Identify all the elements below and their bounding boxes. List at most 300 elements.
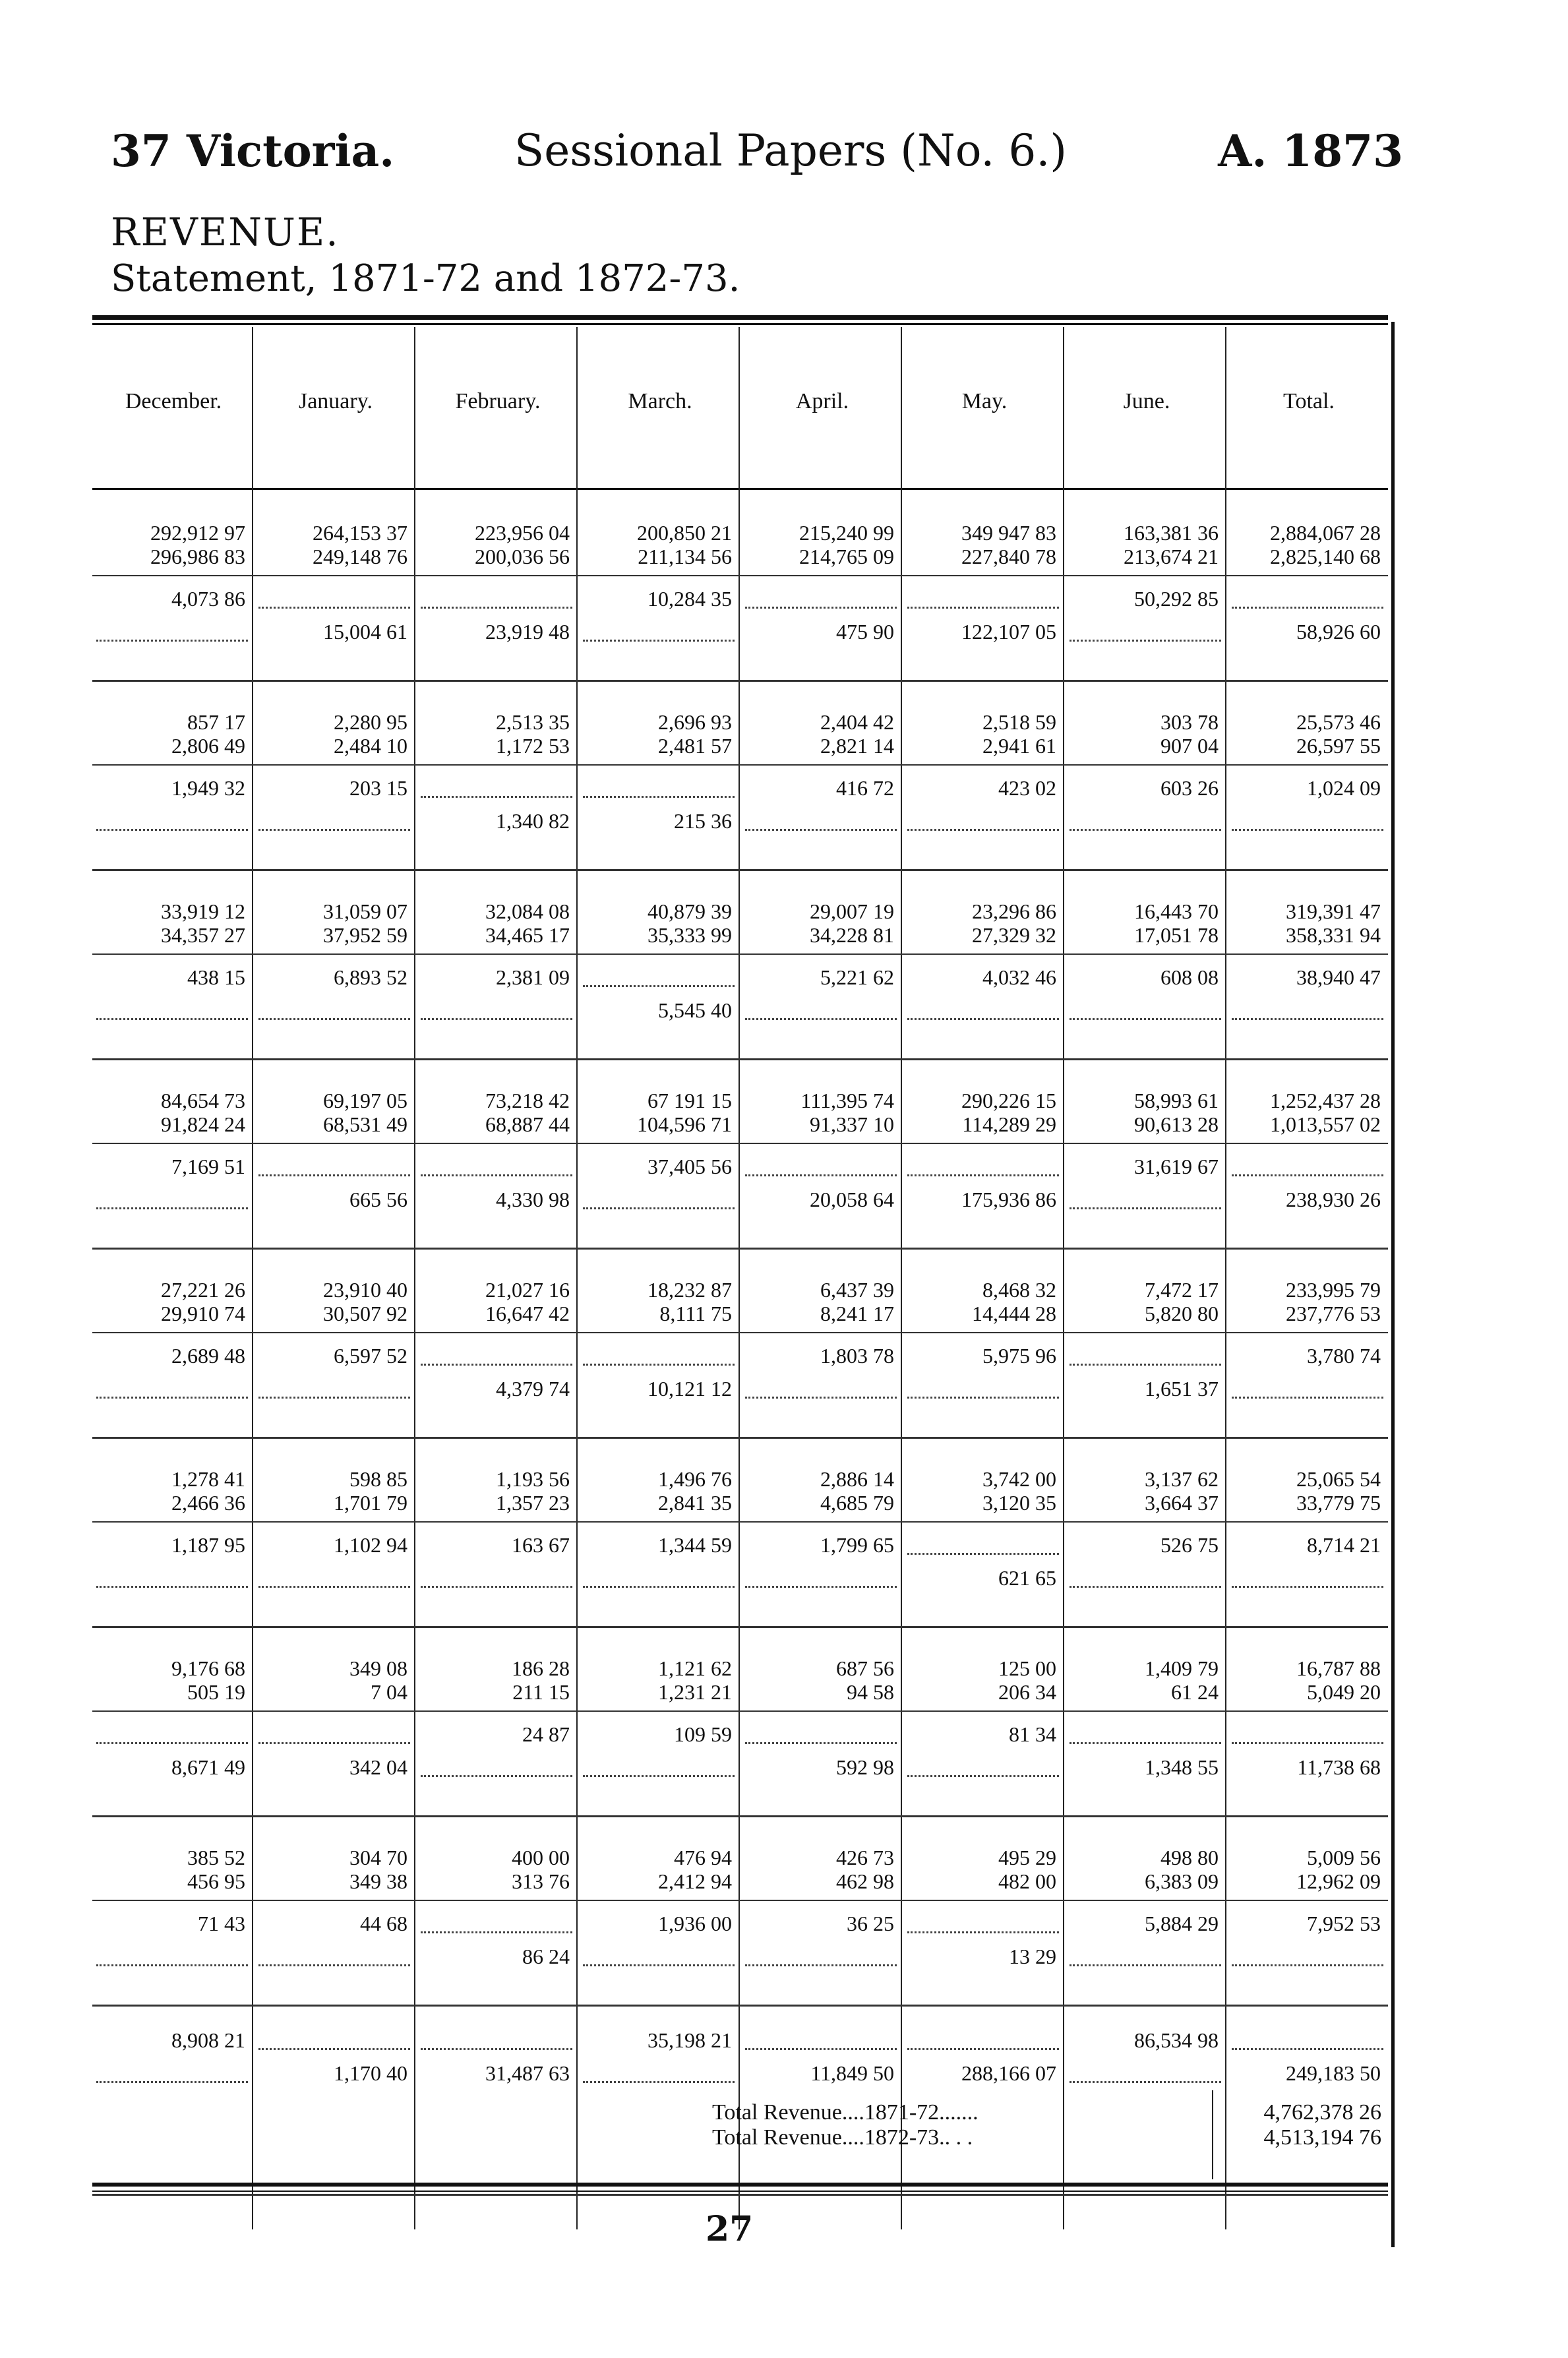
value-cell-february: 21,027 16 <box>485 1278 570 1302</box>
dotted-leader <box>745 2047 897 2050</box>
decrease-cell-total: 238,930 26 <box>1286 1188 1381 1211</box>
increase-cell-december: 7,169 51 <box>171 1155 245 1178</box>
decrease-cell-april: 20,058 64 <box>810 1188 894 1211</box>
increase-cell-may: 423 02 <box>998 776 1056 800</box>
row-rule <box>92 575 1388 576</box>
decrease-cell-april: 592 98 <box>836 1755 894 1779</box>
table-top-rule <box>92 315 1388 320</box>
value-cell-april: 91,337 10 <box>810 1112 894 1136</box>
value-cell-may: 482 00 <box>998 1869 1056 1893</box>
decrease-cell-may: 122,107 05 <box>961 620 1056 644</box>
increase-cell-total: 8,714 21 <box>1307 1533 1381 1557</box>
value-cell-february: 2,513 35 <box>496 710 570 734</box>
value-cell-february: 16,647 42 <box>485 1302 570 1325</box>
col-header-december: December. <box>125 389 222 413</box>
block-rule <box>92 2194 1388 2196</box>
value-cell-january: 2,484 10 <box>334 734 407 758</box>
decrease-cell-march: 10,121 12 <box>648 1377 732 1401</box>
decrease-cell-february: 86 24 <box>522 1945 570 1968</box>
dotted-leader <box>1070 1362 1221 1366</box>
value-cell-march: 2,696 93 <box>658 710 732 734</box>
increase-cell-march: 1,936 00 <box>658 1912 732 1935</box>
dotted-leader <box>258 1741 410 1744</box>
dotted-leader <box>258 605 410 609</box>
increase-cell-december: 8,908 21 <box>171 2028 245 2052</box>
increase-cell-april: 36 25 <box>847 1912 894 1935</box>
dotted-leader <box>258 1173 410 1176</box>
decrease-cell-january: 15,004 61 <box>323 620 407 644</box>
dotted-leader <box>258 1395 410 1399</box>
value-cell-march: 2,481 57 <box>658 734 732 758</box>
dotted-leader <box>1070 638 1221 642</box>
decrease-cell-january: 665 56 <box>349 1188 407 1211</box>
increase-cell-april: 5,221 62 <box>820 965 894 989</box>
revenue-block <box>92 1819 1388 2009</box>
value-cell-february: 1,193 56 <box>496 1467 570 1491</box>
value-cell-december: 385 52 <box>187 1846 245 1869</box>
value-cell-april: 8,241 17 <box>820 1302 894 1325</box>
increase-cell-total: 38,940 47 <box>1296 965 1381 989</box>
value-cell-total: 16,787 88 <box>1296 1656 1381 1680</box>
col-header-january: January. <box>298 389 373 413</box>
value-cell-april: 687 56 <box>836 1656 894 1680</box>
revenue-block <box>92 495 1388 684</box>
value-cell-april: 29,007 19 <box>810 899 894 923</box>
value-cell-may: 3,742 00 <box>982 1467 1056 1491</box>
dotted-leader <box>421 1362 572 1366</box>
increase-cell-total: 3,780 74 <box>1307 1344 1381 1368</box>
dotted-leader <box>421 2047 572 2050</box>
total-revenue-1872-73-value: 4,513,194 76 <box>1263 2125 1381 2150</box>
dotted-leader <box>96 1017 248 1020</box>
increase-cell-june: 603 26 <box>1161 776 1219 800</box>
col-header-april: April. <box>795 389 849 413</box>
value-cell-february: 211 15 <box>512 1680 570 1704</box>
block-rule <box>92 1626 1388 1628</box>
value-cell-may: 23,296 86 <box>972 899 1056 923</box>
value-cell-january: 349 38 <box>349 1869 407 1893</box>
decrease-cell-december: 8,671 49 <box>171 1755 245 1779</box>
dotted-leader <box>583 1206 735 1209</box>
dotted-leader <box>907 1173 1059 1176</box>
value-cell-june: 16,443 70 <box>1134 899 1219 923</box>
dotted-leader <box>907 1017 1059 1020</box>
header-rule <box>92 488 1388 490</box>
col-header-total: Total. <box>1283 389 1335 413</box>
value-cell-june: 163,381 36 <box>1124 521 1219 545</box>
increase-cell-april: 416 72 <box>836 776 894 800</box>
value-cell-may: 114,289 29 <box>962 1112 1056 1136</box>
dotted-leader <box>907 2047 1059 2050</box>
value-cell-june: 90,613 28 <box>1134 1112 1219 1136</box>
col-header-february: February. <box>455 389 541 413</box>
increase-cell-june: 608 08 <box>1161 965 1219 989</box>
total-revenue-1872-73-label: Total Revenue....1872-73.. . . <box>712 2125 973 2150</box>
value-cell-june: 61 24 <box>1171 1680 1219 1704</box>
column-headers <box>92 389 1388 481</box>
value-cell-june: 213,674 21 <box>1124 545 1219 568</box>
value-cell-may: 349 947 83 <box>961 521 1056 545</box>
dotted-leader <box>421 1173 572 1176</box>
value-cell-december: 9,176 68 <box>171 1656 245 1680</box>
dotted-leader <box>1070 1963 1221 1966</box>
value-cell-december: 2,466 36 <box>171 1491 245 1515</box>
col-header-june: June. <box>1123 389 1170 413</box>
increase-cell-total: 7,952 53 <box>1307 1912 1381 1935</box>
value-cell-may: 290,226 15 <box>961 1089 1056 1112</box>
increase-cell-may: 5,975 96 <box>982 1344 1056 1368</box>
value-cell-march: 35,333 99 <box>648 923 732 947</box>
value-cell-total: 1,252,437 28 <box>1270 1089 1381 1112</box>
value-cell-february: 73,218 42 <box>485 1089 570 1112</box>
increase-cell-total: 1,024 09 <box>1307 776 1381 800</box>
dotted-leader <box>96 1963 248 1966</box>
dotted-leader <box>745 1963 897 1966</box>
value-cell-january: 264,153 37 <box>313 521 407 545</box>
dotted-leader <box>1070 1017 1221 1020</box>
revenue-block <box>92 1062 1388 1252</box>
increase-cell-june: 5,884 29 <box>1145 1912 1219 1935</box>
row-rule <box>92 953 1388 955</box>
header-year: A. 1873 <box>1218 125 1403 177</box>
increase-cell-june: 50,292 85 <box>1134 587 1219 611</box>
value-cell-total: 25,065 54 <box>1296 1467 1381 1491</box>
value-cell-april: 214,765 09 <box>799 545 894 568</box>
dotted-leader <box>1070 1741 1221 1744</box>
value-cell-may: 14,444 28 <box>972 1302 1056 1325</box>
value-cell-march: 104,596 71 <box>637 1112 732 1136</box>
increase-cell-january: 1,102 94 <box>334 1533 407 1557</box>
value-cell-total: 358,331 94 <box>1286 923 1381 947</box>
value-cell-march: 2,412 94 <box>658 1869 732 1893</box>
block-rule <box>92 1815 1388 1817</box>
value-cell-total: 1,013,557 02 <box>1270 1112 1381 1136</box>
dotted-leader <box>96 2080 248 2083</box>
bottom-rule-thin <box>92 2191 1388 2192</box>
col-header-may: May. <box>961 389 1008 413</box>
dotted-leader <box>907 1395 1059 1399</box>
value-cell-december: 33,919 12 <box>161 899 245 923</box>
value-cell-december: 2,806 49 <box>171 734 245 758</box>
table-top-rule-thin <box>92 323 1388 325</box>
value-cell-june: 498 80 <box>1161 1846 1219 1869</box>
value-cell-february: 186 28 <box>512 1656 570 1680</box>
dotted-leader <box>1232 605 1383 609</box>
decrease-cell-april: 475 90 <box>836 620 894 644</box>
dotted-leader <box>745 1585 897 1588</box>
block-rule <box>92 1058 1388 1060</box>
value-cell-february: 400 00 <box>512 1846 570 1869</box>
value-cell-february: 1,357 23 <box>496 1491 570 1515</box>
value-cell-june: 907 04 <box>1161 734 1219 758</box>
increase-cell-march: 10,284 35 <box>648 587 732 611</box>
total-revenue-1871-72-label: Total Revenue....1871-72....... <box>712 2100 979 2125</box>
value-cell-april: 2,821 14 <box>820 734 894 758</box>
decrease-cell-may: 13 29 <box>1009 1945 1056 1968</box>
value-cell-march: 476 94 <box>674 1846 732 1869</box>
revenue-block <box>92 1441 1388 1630</box>
value-cell-march: 200,850 21 <box>637 521 732 545</box>
value-cell-april: 426 73 <box>836 1846 894 1869</box>
dotted-leader <box>583 2080 735 2083</box>
totals-separator <box>1212 2090 1213 2179</box>
value-cell-april: 6,437 39 <box>820 1278 894 1302</box>
decrease-cell-april: 11,849 50 <box>810 2061 894 2085</box>
dotted-leader <box>745 1395 897 1399</box>
totals-values <box>1223 2100 1381 2150</box>
row-rule <box>92 764 1388 766</box>
value-cell-march: 1,121 62 <box>658 1656 732 1680</box>
row-rule <box>92 1900 1388 1901</box>
increase-cell-march: 35,198 21 <box>648 2028 732 2052</box>
value-cell-total: 319,391 47 <box>1286 899 1381 923</box>
value-cell-april: 4,685 79 <box>820 1491 894 1515</box>
dotted-leader <box>583 638 735 642</box>
decrease-cell-may: 621 65 <box>998 1566 1056 1590</box>
value-cell-total: 26,597 55 <box>1296 734 1381 758</box>
value-cell-march: 67 191 15 <box>648 1089 732 1112</box>
value-cell-december: 34,357 27 <box>161 923 245 947</box>
dotted-leader <box>421 1585 572 1588</box>
section-subtitle: Statement, 1871-72 and 1872-73. <box>111 257 740 300</box>
increase-cell-december: 1,187 95 <box>171 1533 245 1557</box>
decrease-cell-february: 31,487 63 <box>485 2061 570 2085</box>
increase-cell-march: 109 59 <box>674 1722 732 1746</box>
value-cell-january: 304 70 <box>349 1846 407 1869</box>
increase-cell-december: 2,689 48 <box>171 1344 245 1368</box>
value-cell-june: 58,993 61 <box>1134 1089 1219 1112</box>
value-cell-december: 292,912 97 <box>150 521 245 545</box>
increase-cell-may: 81 34 <box>1009 1722 1056 1746</box>
block-rule <box>92 1248 1388 1250</box>
block-rule <box>92 1437 1388 1439</box>
dotted-leader <box>96 1585 248 1588</box>
dotted-leader <box>1232 828 1383 831</box>
value-cell-may: 2,518 59 <box>982 710 1056 734</box>
value-cell-february: 223,956 04 <box>475 521 570 545</box>
value-cell-may: 2,941 61 <box>982 734 1056 758</box>
decrease-cell-total: 58,926 60 <box>1296 620 1381 644</box>
dotted-leader <box>1232 1963 1383 1966</box>
decrease-cell-march: 5,545 40 <box>658 998 732 1022</box>
value-cell-december: 456 95 <box>187 1869 245 1893</box>
value-cell-january: 31,059 07 <box>323 899 407 923</box>
block-rule <box>92 869 1388 871</box>
value-cell-february: 313 76 <box>512 1869 570 1893</box>
value-cell-june: 17,051 78 <box>1134 923 1219 947</box>
value-cell-june: 3,137 62 <box>1145 1467 1219 1491</box>
dotted-leader <box>421 1017 572 1020</box>
table-right-border <box>1391 322 1395 2247</box>
value-cell-april: 2,886 14 <box>820 1467 894 1491</box>
dotted-leader <box>583 1963 735 1966</box>
dotted-leader <box>907 1552 1059 1555</box>
value-cell-march: 40,879 39 <box>648 899 732 923</box>
increase-cell-march: 1,344 59 <box>658 1533 732 1557</box>
value-cell-total: 25,573 46 <box>1296 710 1381 734</box>
dotted-leader <box>96 1395 248 1399</box>
value-cell-total: 33,779 75 <box>1296 1491 1381 1515</box>
value-cell-january: 2,280 95 <box>334 710 407 734</box>
dotted-leader <box>745 1017 897 1020</box>
revenue-block <box>92 684 1388 873</box>
value-cell-may: 3,120 35 <box>982 1491 1056 1515</box>
decrease-cell-june: 1,651 37 <box>1145 1377 1219 1401</box>
dotted-leader <box>421 1774 572 1777</box>
value-cell-april: 2,404 42 <box>820 710 894 734</box>
dotted-leader <box>907 1774 1059 1777</box>
value-cell-total: 2,825,140 68 <box>1270 545 1381 568</box>
page-number: 27 <box>706 2209 754 2249</box>
col-header-march: March. <box>628 389 692 413</box>
dotted-leader <box>1232 1395 1383 1399</box>
dotted-leader <box>907 828 1059 831</box>
value-cell-march: 1,231 21 <box>658 1680 732 1704</box>
section-title: REVENUE. <box>111 210 340 255</box>
dotted-leader <box>745 1741 897 1744</box>
value-cell-june: 1,409 79 <box>1145 1656 1219 1680</box>
value-cell-may: 8,468 32 <box>982 1278 1056 1302</box>
dotted-leader <box>1070 828 1221 831</box>
dotted-leader <box>745 605 897 609</box>
increase-cell-december: 71 43 <box>198 1912 245 1935</box>
decrease-cell-february: 23,919 48 <box>485 620 570 644</box>
increase-cell-december: 438 15 <box>187 965 245 989</box>
dotted-leader <box>258 1585 410 1588</box>
value-cell-january: 598 85 <box>349 1467 407 1491</box>
dotted-leader <box>583 984 735 987</box>
value-cell-total: 12,962 09 <box>1296 1869 1381 1893</box>
value-cell-total: 5,009 56 <box>1307 1846 1381 1869</box>
value-cell-january: 30,507 92 <box>323 1302 407 1325</box>
dotted-leader <box>1232 1741 1383 1744</box>
value-cell-may: 27,329 32 <box>972 923 1056 947</box>
value-cell-total: 237,776 53 <box>1286 1302 1381 1325</box>
totals-labels <box>712 2100 979 2150</box>
value-cell-may: 206 34 <box>998 1680 1056 1704</box>
decrease-cell-may: 175,936 86 <box>961 1188 1056 1211</box>
dotted-leader <box>1232 1017 1383 1020</box>
dotted-leader <box>745 828 897 831</box>
dotted-leader <box>258 828 410 831</box>
value-cell-may: 125 00 <box>998 1656 1056 1680</box>
dotted-leader <box>1070 2080 1221 2083</box>
increase-cell-january: 6,597 52 <box>334 1344 407 1368</box>
revenue-block <box>92 873 1388 1062</box>
increase-cell-april: 1,799 65 <box>820 1533 894 1557</box>
value-cell-march: 8,111 75 <box>659 1302 732 1325</box>
dotted-leader <box>96 638 248 642</box>
dotted-leader <box>907 605 1059 609</box>
value-cell-april: 462 98 <box>836 1869 894 1893</box>
value-cell-december: 1,278 41 <box>171 1467 245 1491</box>
value-cell-total: 233,995 79 <box>1286 1278 1381 1302</box>
increase-cell-march: 37,405 56 <box>648 1155 732 1178</box>
value-cell-april: 94 58 <box>847 1680 894 1704</box>
value-cell-december: 27,221 26 <box>161 1278 245 1302</box>
increase-cell-june: 86,534 98 <box>1134 2028 1219 2052</box>
dotted-leader <box>907 1930 1059 1933</box>
dotted-leader <box>258 1017 410 1020</box>
block-rule <box>92 2005 1388 2007</box>
value-cell-february: 200,036 56 <box>475 545 570 568</box>
decrease-cell-february: 1,340 82 <box>496 809 570 833</box>
increase-cell-january: 6,893 52 <box>334 965 407 989</box>
decrease-cell-june: 1,348 55 <box>1145 1755 1219 1779</box>
value-cell-january: 349 08 <box>349 1656 407 1680</box>
increase-cell-february: 163 67 <box>512 1533 570 1557</box>
dotted-leader <box>258 2047 410 2050</box>
header-session: 37 Victoria. <box>111 125 395 177</box>
dotted-leader <box>583 1585 735 1588</box>
dotted-leader <box>1070 1585 1221 1588</box>
dotted-leader <box>1232 2047 1383 2050</box>
value-cell-december: 29,910 74 <box>161 1302 245 1325</box>
value-cell-december: 84,654 73 <box>161 1089 245 1112</box>
dotted-leader <box>96 1741 248 1744</box>
value-cell-december: 296,986 83 <box>150 545 245 568</box>
value-cell-march: 2,841 35 <box>658 1491 732 1515</box>
increase-cell-january: 44 68 <box>360 1912 407 1935</box>
row-rule <box>92 1143 1388 1144</box>
value-cell-june: 7,472 17 <box>1145 1278 1219 1302</box>
bottom-rule <box>92 2183 1388 2187</box>
decrease-cell-february: 4,330 98 <box>496 1188 570 1211</box>
value-cell-december: 857 17 <box>187 710 245 734</box>
decrease-cell-may: 288,166 07 <box>961 2061 1056 2085</box>
dotted-leader <box>1070 1206 1221 1209</box>
increase-cell-december: 4,073 86 <box>171 587 245 611</box>
value-cell-january: 23,910 40 <box>323 1278 407 1302</box>
decrease-cell-total: 11,738 68 <box>1297 1755 1381 1779</box>
value-cell-january: 69,197 05 <box>323 1089 407 1112</box>
row-rule <box>92 1332 1388 1333</box>
value-cell-february: 32,084 08 <box>485 899 570 923</box>
dotted-leader <box>96 828 248 831</box>
increase-cell-february: 2,381 09 <box>496 965 570 989</box>
value-cell-april: 111,395 74 <box>800 1089 894 1112</box>
value-cell-june: 3,664 37 <box>1145 1491 1219 1515</box>
row-rule <box>92 1521 1388 1523</box>
increase-cell-december: 1,949 32 <box>171 776 245 800</box>
value-cell-june: 5,820 80 <box>1145 1302 1219 1325</box>
block-rule <box>92 680 1388 682</box>
decrease-cell-total: 249,183 50 <box>1286 2061 1381 2085</box>
value-cell-march: 1,496 76 <box>658 1467 732 1491</box>
revenue-block <box>92 1630 1388 1819</box>
value-cell-april: 215,240 99 <box>799 521 894 545</box>
value-cell-may: 227,840 78 <box>961 545 1056 568</box>
value-cell-january: 7 04 <box>371 1680 407 1704</box>
value-cell-december: 91,824 24 <box>161 1112 245 1136</box>
value-cell-total: 2,884,067 28 <box>1270 521 1381 545</box>
increase-cell-february: 24 87 <box>522 1722 570 1746</box>
increase-cell-june: 31,619 67 <box>1134 1155 1219 1178</box>
value-cell-january: 68,531 49 <box>323 1112 407 1136</box>
dotted-leader <box>96 1206 248 1209</box>
revenue-block <box>92 1252 1388 1441</box>
value-cell-march: 211,134 56 <box>638 545 732 568</box>
value-cell-june: 6,383 09 <box>1145 1869 1219 1893</box>
value-cell-march: 18,232 87 <box>648 1278 732 1302</box>
decrease-cell-january: 1,170 40 <box>334 2061 407 2085</box>
decrease-cell-february: 4,379 74 <box>496 1377 570 1401</box>
value-cell-total: 5,049 20 <box>1307 1680 1381 1704</box>
increase-cell-may: 4,032 46 <box>982 965 1056 989</box>
row-rule <box>92 1710 1388 1712</box>
value-cell-june: 303 78 <box>1161 710 1219 734</box>
value-cell-january: 249,148 76 <box>313 545 407 568</box>
